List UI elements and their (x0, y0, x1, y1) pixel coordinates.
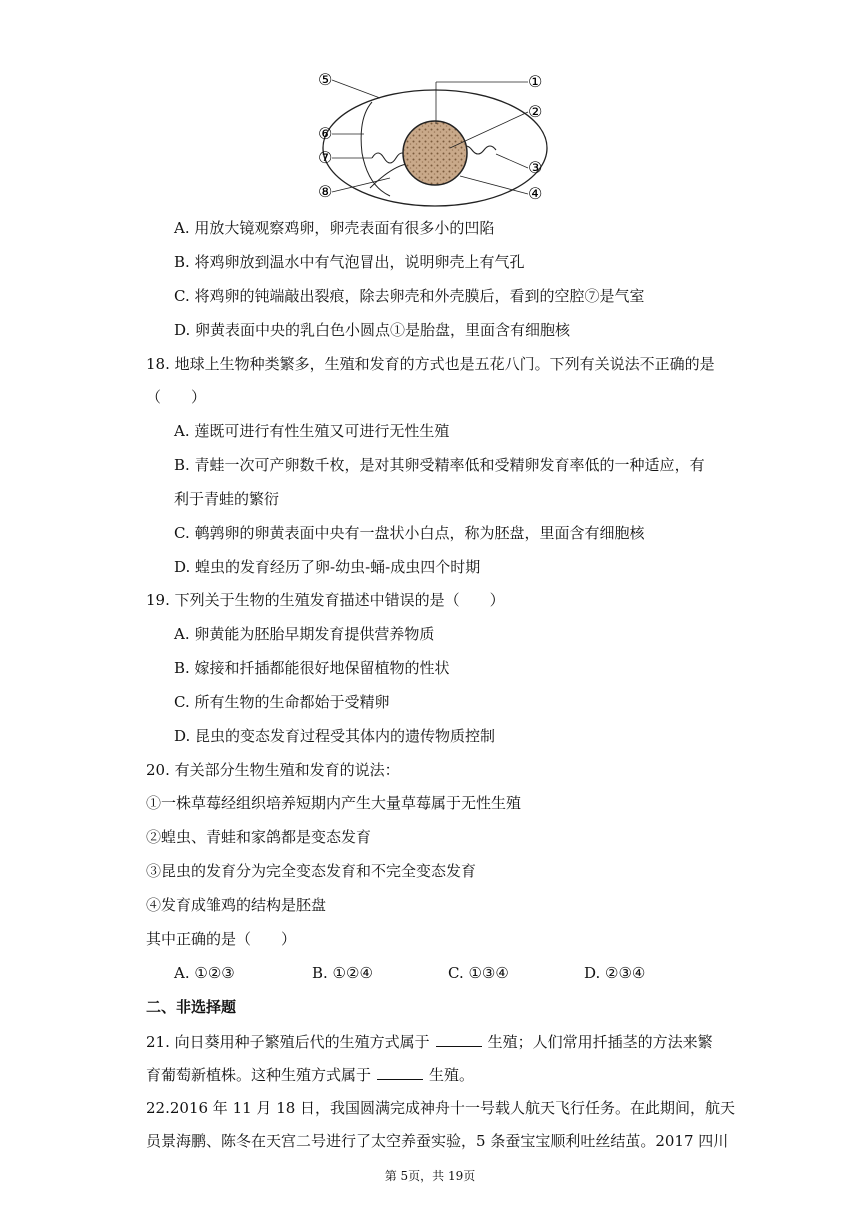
label-3: ③ (528, 158, 543, 177)
q20-statement-4: ④发育成雏鸡的结构是胚盘 (146, 896, 327, 914)
label-1: ① (528, 72, 543, 91)
egg-structure-diagram (310, 68, 560, 210)
q20-ask: 其中正确的是（ ） (146, 930, 297, 948)
q20-statement-2: ②蝗虫、青蛙和家鸽都是变态发育 (146, 828, 372, 846)
q18-option-c: C. 鹌鹑卵的卵黄表面中央有一盘状小白点，称为胚盘，里面含有细胞核 (174, 524, 645, 542)
q17-option-d: D. 卵黄表面中央的乳白色小圆点①是胎盘，里面含有细胞核 (174, 321, 571, 339)
q21-line-1 (146, 1031, 713, 1052)
yolk (403, 121, 467, 185)
q21-text-1a: 21. 向日葵用种子繁殖后代的生殖方式属于 (146, 1033, 430, 1051)
q19-option-c: C. 所有生物的生命都始于受精卵 (174, 693, 390, 711)
label-7: ⑦ (318, 148, 333, 167)
q20-statement-1: ①一株草莓经组织培养短期内产生大量草莓属于无性生殖 (146, 794, 522, 812)
q19-option-d: D. 昆虫的变态发育过程受其体内的遗传物质控制 (174, 727, 496, 745)
label-6: ⑥ (318, 124, 333, 143)
q20-option-b: B. ①②④ (312, 964, 373, 982)
page-footer: 第 5页，共 19页 (384, 1169, 476, 1183)
q22-line-1: 22.2016 年 11 月 18 日，我国圆满完成神舟十一号载人航天飞行任务。在此期间，航天 (146, 1099, 736, 1117)
q18-stem: 18. 地球上生物种类繁多，生殖和发育的方式也是五花八门。下列有关说法不正确的是 (146, 355, 715, 373)
shell-membrane (361, 102, 390, 196)
q21-text-1b: 生殖；人们常用扦插茎的方法来繁 (487, 1033, 713, 1051)
q18-option-b: B. 青蛙一次可产卵数千枚，是对其卵受精率低和受精卵发育率低的一种适应，有 (174, 456, 705, 474)
q17-option-c: C. 将鸡卵的钝端敲出裂痕，除去卵壳和外壳膜后，看到的空腔⑦是气室 (174, 287, 645, 305)
label-8: ⑧ (318, 182, 333, 201)
q18-option-a: A. 莲既可进行有性生殖又可进行无性生殖 (174, 422, 450, 440)
q17-option-b: B. 将鸡卵放到温水中有气泡冒出，说明卵壳上有气孔 (174, 253, 525, 271)
q21-blank-2[interactable] (377, 1064, 423, 1080)
q20-option-d: D. ②③④ (584, 964, 646, 982)
q21-line-2 (146, 1064, 474, 1085)
q19-option-b: B. 嫁接和扦插都能很好地保留植物的性状 (174, 659, 450, 677)
label-4: ④ (528, 184, 543, 203)
q20-option-c: C. ①③④ (448, 964, 509, 982)
label-5: ⑤ (318, 70, 333, 89)
q18-stem-paren: （ ） (146, 388, 207, 406)
q22-line-2: 员景海鹏、陈冬在天宫二号进行了太空养蚕实验，5 条蚕宝宝顺利吐丝结茧。2017 四川 (146, 1132, 729, 1150)
q20-option-a: A. ①②③ (174, 964, 235, 982)
label-2: ② (528, 102, 543, 121)
q21-text-2a: 育葡萄新植株。这种生殖方式属于 (146, 1066, 372, 1084)
q20-statement-3: ③昆虫的发育分为完全变态发育和不完全变态发育 (146, 862, 477, 880)
q18-option-d: D. 蝗虫的发育经历了卵-幼虫-蛹-成虫四个时期 (174, 558, 481, 576)
q20-stem: 20. 有关部分生物生殖和发育的说法： (146, 761, 400, 779)
q21-text-2b: 生殖。 (429, 1066, 475, 1084)
q21-blank-1[interactable] (436, 1031, 482, 1047)
section-heading: 二、非选择题 (146, 998, 237, 1016)
q18-option-b-cont: 利于青蛙的繁衍 (174, 490, 280, 508)
q19-stem: 19. 下列关于生物的生殖发育描述中错误的是（ ） (146, 591, 505, 609)
q17-option-a: A. 用放大镜观察鸡卵，卵壳表面有很多小的凹陷 (174, 219, 495, 237)
q19-option-a: A. 卵黄能为胚胎早期发育提供营养物质 (174, 625, 435, 643)
